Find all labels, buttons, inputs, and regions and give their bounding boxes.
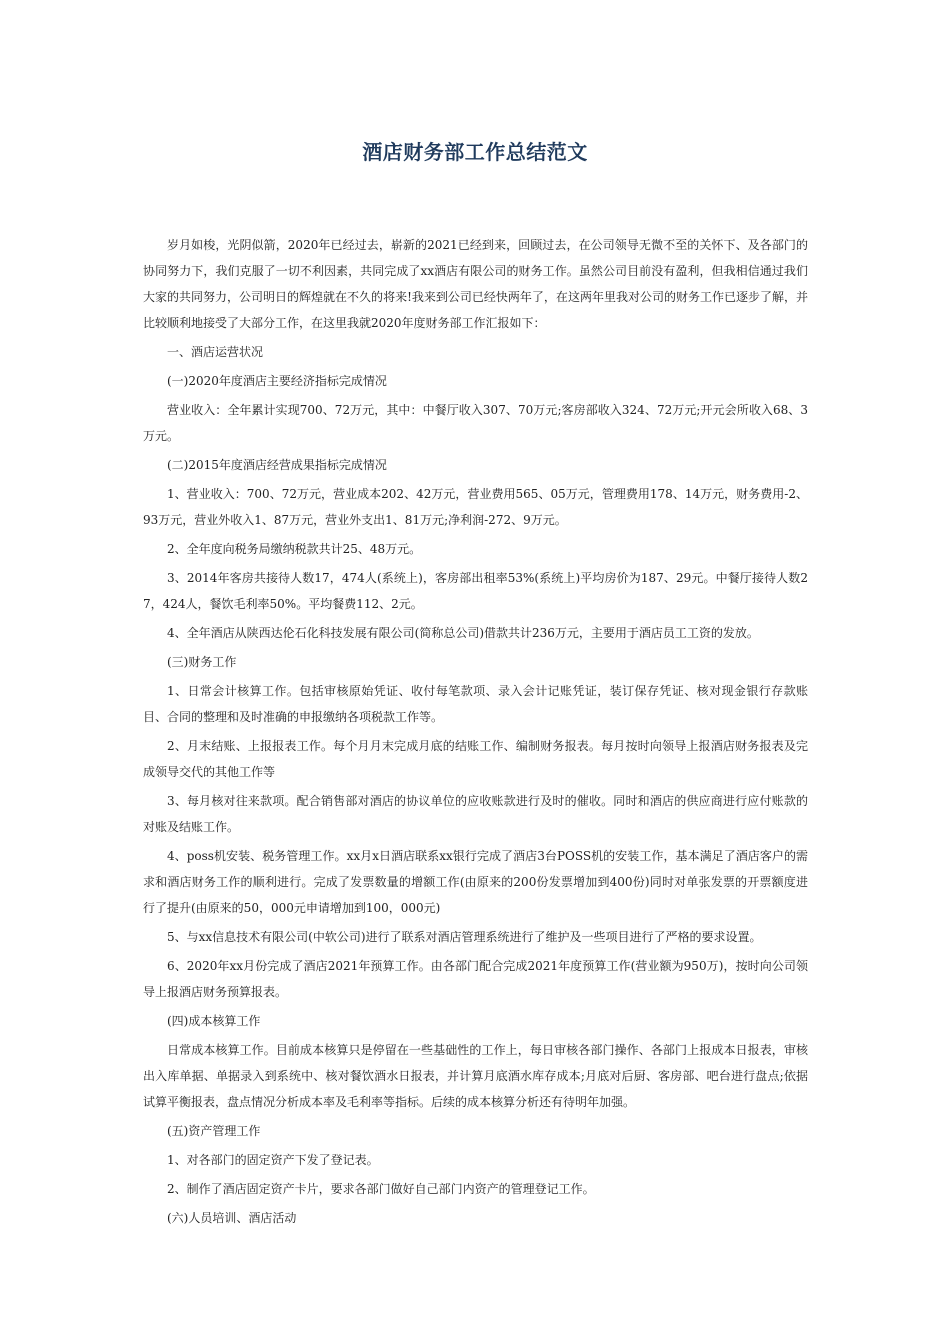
paragraph-intro: 岁月如梭，光阴似箭，2020年已经过去，崭新的2021已经到来，回顾过去，在公司领导无微不至的关怀下、及各部门的协同努力下，我们克服了一切不利因素，共同完成了xx酒店有限公司的财务工作。虽然公司目前没有盈利，但我相信通过我们大家的共同努力，公司明日的辉煌就在不久的将来!我来到公司已经快两年了，在这两年里我对公司的财务工作已逐步了解，并比较顺利地接受了大部分工作，在这里我就2020年度财务部工作汇报如下：: [143, 238, 808, 330]
paragraph: 营业收入：全年累计实现700、72万元，其中：中餐厅收入307、70万元;客房部收入324、72万元;开元会所收入68、3万元。: [143, 403, 808, 443]
document-title: 酒店财务部工作总结范文: [362, 140, 588, 164]
paragraph: 5、与xx信息技术有限公司(中软公司)进行了联系对酒店管理系统进行了维护及一些项目进行了严格的要求设置。: [167, 930, 762, 944]
paragraph: 1、营业收入：700、72万元，营业成本202、42万元，营业费用565、05万元，管理费用178、14万元，财务费用-2、93万元，营业外收入1、87万元，营业外支出1、81万元;净利润-272、9万元。: [143, 487, 808, 527]
subsection-heading: (六)人员培训、酒店活动: [167, 1211, 297, 1225]
paragraph: 3、2014年客房共接待人数17，474人(系统上)，客房部出租率53%(系统上)平均房价为187、29元。中餐厅接待人数27，424人，餐饮毛利率50%。平均餐费112、2元。: [143, 571, 808, 611]
document-body: [143, 232, 808, 1234]
subsection-heading: (二)2015年度酒店经营成果指标完成情况: [167, 458, 387, 472]
paragraph: 4、全年酒店从陕西达伦石化科技发展有限公司(简称总公司)借款共计236万元，主要用于酒店员工工资的发放。: [167, 626, 759, 640]
paragraph: 2、月末结账、上报报表工作。每个月月末完成月底的结账工作、编制财务报表。每月按时向领导上报酒店财务报表及完成领导交代的其他工作等: [143, 739, 808, 779]
paragraph: 2、制作了酒店固定资产卡片，要求各部门做好自己部门内资产的管理登记工作。: [167, 1182, 595, 1196]
paragraph: 日常成本核算工作。目前成本核算只是停留在一些基础性的工作上，每日审核各部门操作、各部门上报成本日报表，审核出入库单据、单据录入到系统中、核对餐饮酒水日报表，并计算月底酒水库存成本;月底对后厨、客房部、吧台进行盘点;依据试算平衡报表，盘点情况分析成本率及毛利率等指标。后续的成本核算分析还有待明年加强。: [143, 1043, 808, 1109]
paragraph: 1、日常会计核算工作。包括审核原始凭证、收付每笔款项、录入会计记账凭证，装订保存凭证、核对现金银行存款账目、合同的整理和及时准确的申报缴纳各项税款工作等。: [143, 684, 808, 724]
paragraph: 2、全年度向税务局缴纳税款共计25、48万元。: [167, 542, 422, 556]
paragraph: 3、每月核对往来款项。配合销售部对酒店的协议单位的应收账款进行及时的催收。同时和酒店的供应商进行应付账款的对账及结账工作。: [143, 794, 808, 834]
paragraph: 1、对各部门的固定资产下发了登记表。: [167, 1153, 379, 1167]
paragraph: 6、2020年xx月份完成了酒店2021年预算工作。由各部门配合完成2021年度预算工作(营业额为950万)，按时向公司领导上报酒店财务预算报表。: [143, 959, 808, 999]
paragraph: 4、poss机安装、税务管理工作。xx月x日酒店联系xx银行完成了酒店3台POSS机的安装工作，基本满足了酒店客户的需求和酒店财务工作的顺利进行。完成了发票数量的增额工作(由原来的200份发票增加到400份)同时对单张发票的开票额度进行了提升(由原来的50，000元申请增加到100，000元): [143, 849, 808, 915]
subsection-heading: (五)资产管理工作: [167, 1124, 261, 1138]
subsection-heading: (三)财务工作: [167, 655, 237, 669]
subsection-heading: (一)2020年度酒店主要经济指标完成情况: [167, 374, 387, 388]
section-heading: 一、酒店运营状况: [167, 345, 264, 359]
subsection-heading: (四)成本核算工作: [167, 1014, 261, 1028]
